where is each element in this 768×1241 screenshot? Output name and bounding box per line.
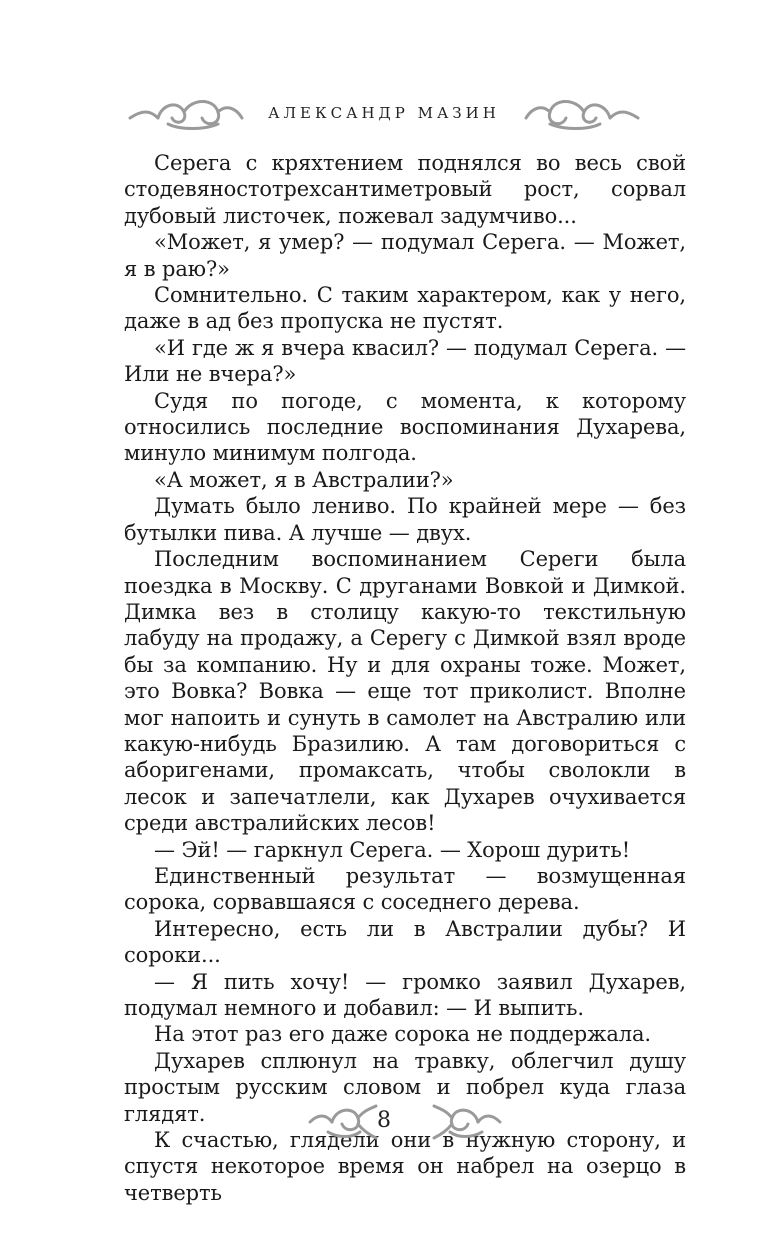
page-number: 8 [377,1108,391,1133]
paragraph: К счастью, глядели они в нужную сторону, и спустя некоторое время он набрел на озерцо в четверть [124,1128,686,1205]
paragraph: Серега с кряхтением поднялся во весь свой стодевяностотрехсантиметровый рост, сорвал дубовый листочек, пожевал задумчиво... [124,151,686,228]
page-footer [0,1098,768,1150]
running-header [0,90,768,140]
paragraph: Духарев сплюнул на травку, облегчил душу простым русским словом и побрел куда глаза глядят. [124,1048,686,1126]
header-ornament-right-icon [524,94,640,132]
body-text [124,150,686,1206]
paragraph: Единственный результат — возмущенная сорока, сорвавшаяся с соседнего дерева. [124,863,686,915]
running-header-author: АЛЕКСАНДР МАЗИН [268,104,500,122]
paragraph: — Я пить хочу! — громко заявил Духарев, подумал немного и добавил: — И выпить. [124,969,686,1020]
paragraph: — Эй! — гаркнул Серега. — Хорош дурить! [154,837,631,862]
paragraph: На этот раз его даже сорока не поддержала. [154,1022,651,1047]
paragraph: Интересно, есть ли в Австралии дубы? И сороки... [124,916,686,968]
paragraph: Думать было лениво. По крайней мере — без бутылки пива. А лучше — двух. [124,494,686,545]
paragraph: Сомнительно. С таким характером, как у него, даже в ад без пропуска не пустят. [124,283,686,334]
paragraph: Судя по погоде, с момента, к которому относились последние воспоминания Духарева, минуло минимум полгода. [124,388,686,466]
paragraph: Последним воспоминанием Сереги была поездка в Москву. С друганами Вовкой и Димкой. Димка вез в столицу какую-то текстильную лабуду на продажу, а Серегу с Димкой взял вроде бы за компанию. Ну и для охраны тоже. Может, это Вовка? Вовка — еще тот приколист. Вполне мог напоить и сунуть в самолет на Австралию или какую-нибудь Бразилию. А там договориться с аборигенами, промаксать, чтобы сволокли в лесок и запечатлели, как Духарев очухивается среди австралийских лесов! [124,547,686,836]
paragraph: «А может, я в Австралии?» [154,467,454,492]
paragraph: «Может, я умер? — подумал Серега. — Может, я в раю?» [124,230,686,281]
footer-ornament-right-icon [432,1102,502,1142]
paragraph: «И где ж я вчера квасил? — подумал Серега. — Или не вчера?» [124,335,686,387]
